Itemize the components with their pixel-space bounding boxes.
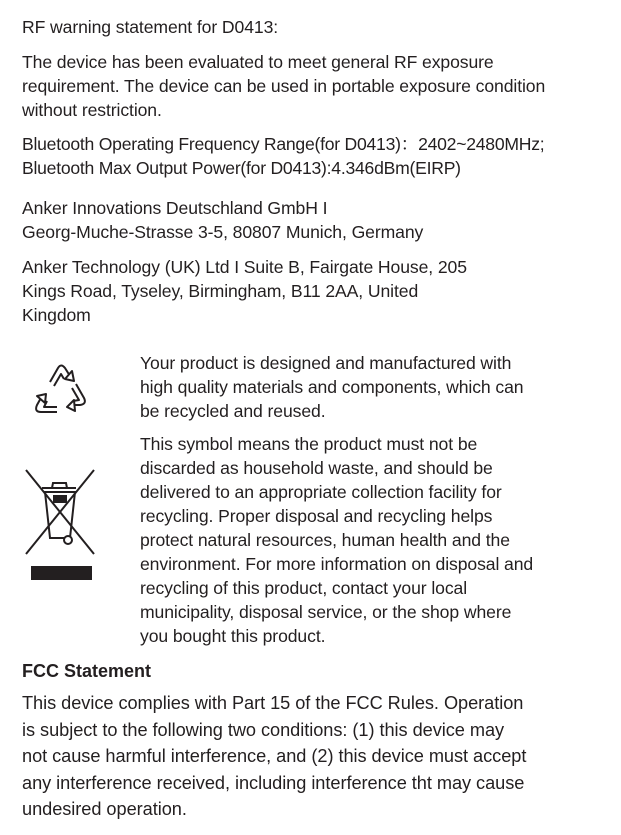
address-germany: Anker Innovations Deutschland GmbH I Georg-Muche-Strasse 3-5, 80807 Munich, Germany — [22, 198, 424, 242]
weee-paragraph: This symbol means the product must not be discarded as household waste, and should be delivered to an appropriate collection facility for recycling. Proper disposal and recycling helps protect natural resources, human health and the environment. For more information on disposal and recycling of this product, contact your local municipality, disposal service, or the shop where you bought this product. — [140, 434, 534, 646]
crossed-out-wheelie-bin-icon — [22, 466, 98, 586]
rf-exposure-paragraph: The device has been evaluated to meet general RF exposure requirement. The device can be used in portable exposure condition without restriction. — [22, 52, 546, 120]
bluetooth-specs-paragraph: Bluetooth Operating Frequency Range(for D0413)：2402~2480MHz; Bluetooth Max Output Power(for D0413):4.346dBm(EIRP) — [22, 134, 545, 178]
rf-warning-title: RF warning statement for D0413: — [22, 17, 279, 37]
recycling-paragraph: Your product is designed and manufactured with high quality materials and components, which can be recycled and reused. — [140, 353, 524, 421]
recycle-icon — [24, 360, 100, 422]
fcc-statement-heading: FCC Statement — [22, 661, 152, 681]
fcc-statement-paragraph: This device complies with Part 15 of the FCC Rules. Operation is subject to the following two conditions: (1) this device may not cause harmful interference, and (2) this device must accept any interference received, including interference tht may cause undesired operation. — [22, 693, 527, 819]
address-uk: Anker Technology (UK) Ltd I Suite B, Fairgate House, 205 Kings Road, Tyseley, Birmingham, B11 2AA, United Kingdom — [22, 257, 467, 325]
